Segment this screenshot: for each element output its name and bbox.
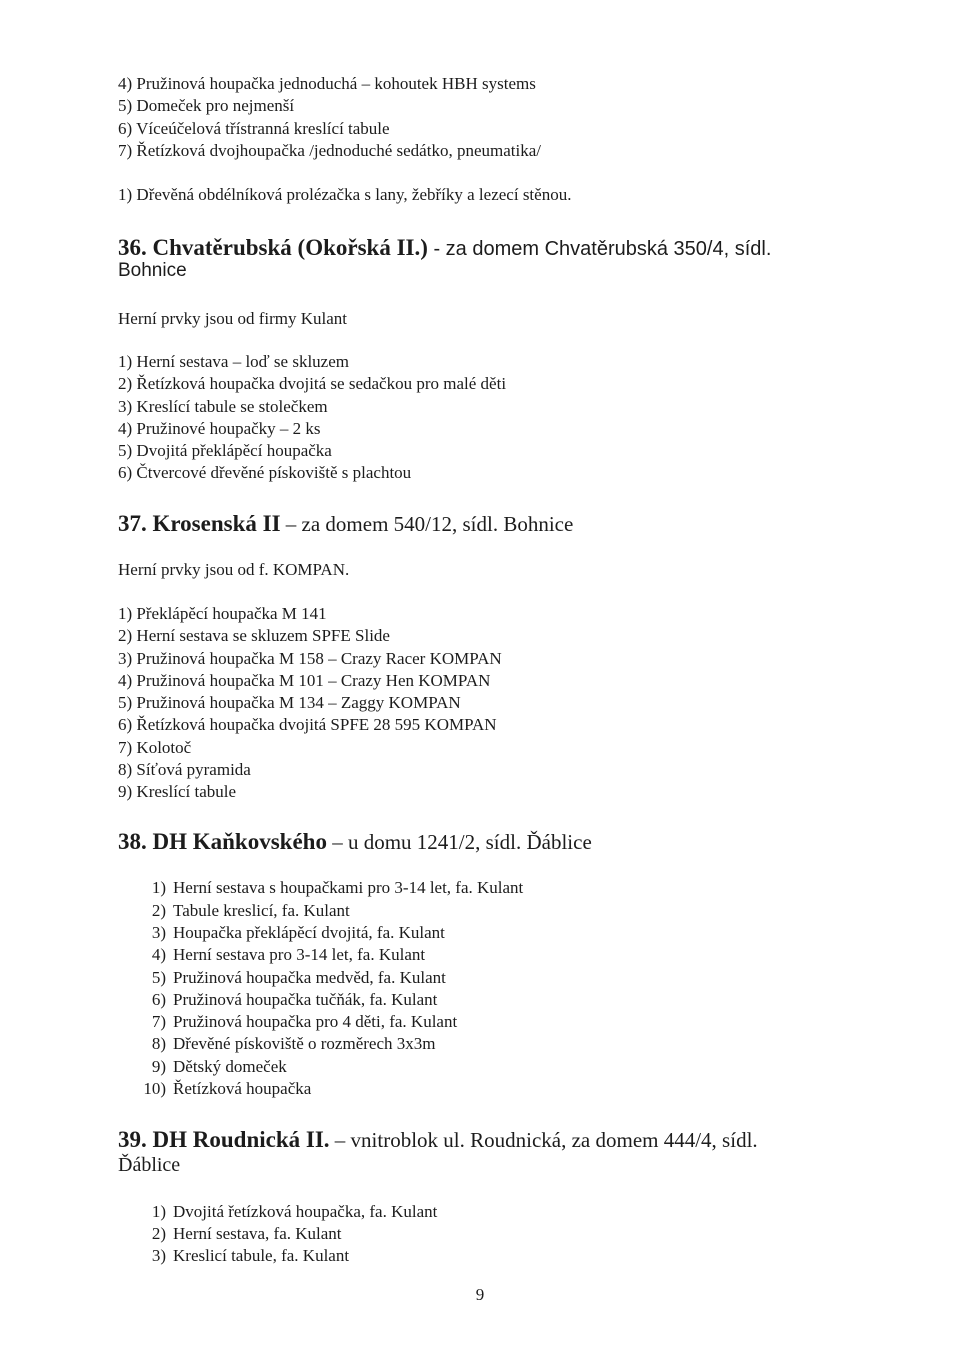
item-text: Pružinová houpačka medvěd, fa. Kulant [173,968,446,987]
section-36-location: - za domem Chvatěrubská 350/4, sídl. [427,238,772,260]
item-text: Řetízková houpačka [173,1079,312,1098]
item-number: 7) [151,1012,166,1031]
section-37-item: 4) Pružinová houpačka M 101 – Crazy Hen KOMPAN [118,671,491,690]
section-38-title: 38. DH Kaňkovského [118,829,327,854]
section-37-title: 37. Krosenská II [118,511,281,536]
section-38-item [133,944,425,966]
section-37-heading [118,510,573,538]
section-37-item: 8) Síťová pyramida [118,760,251,779]
section-38-item [133,1056,287,1078]
section-38-item [133,989,437,1011]
section-38-item [133,1078,311,1100]
item-number: 1) [151,878,166,897]
section-36-item: 6) Čtvercové dřevěné pískoviště s plachtou [118,463,412,482]
item-text: Dvojitá řetízková houpačka, fa. Kulant [173,1202,438,1221]
intro-line-4: 7) Řetízková dvojhoupačka /jednoduché sedátko, pneumatika/ [118,141,541,160]
intro-line-1: 4) Pružinová houpačka jednoduchá – kohoutek HBH systems [118,74,536,93]
section-38-item [133,922,445,944]
item-number: 5) [151,968,166,987]
section-37-item: 7) Kolotoč [118,738,192,757]
item-number: 1) [151,1202,166,1221]
section-39-location-cont: Ďáblice [118,1154,181,1176]
item-number: 3) [151,923,166,942]
item-number: 4) [151,945,166,964]
section-36-heading [118,234,771,263]
item-number: 10) [143,1079,166,1098]
intro-line-2: 5) Domeček pro nejmenší [118,96,295,115]
section-36-location-cont: Bohnice [118,260,187,281]
item-number: 8) [151,1034,166,1053]
section-37-item: 1) Překlápěcí houpačka M 141 [118,604,327,623]
section-39-title: 39. DH Roudnická II. [118,1127,330,1152]
section-37-item: 9) Kreslící tabule [118,782,237,801]
section-38-item [133,1033,435,1055]
section-39-item [133,1201,437,1223]
item-text: Herní sestava, fa. Kulant [173,1224,342,1243]
section-36-title: 36. Chvatěrubská (Okořská II.) [118,235,428,260]
section-37-location: – za domem 540/12, sídl. Bohnice [280,512,574,536]
section-38-item [133,877,523,899]
section-38-location: – u domu 1241/2, sídl. Ďáblice [326,830,592,854]
page-number: 9 [475,1285,485,1304]
item-text: Herní sestava pro 3-14 let, fa. Kulant [173,945,426,964]
section-39-item [133,1223,342,1245]
section-36-item: 1) Herní sestava – loď se skluzem [118,352,349,371]
item-number: 3) [151,1246,166,1265]
intro-line-3: 6) Víceúčelová třístranná kreslící tabule [118,119,390,138]
item-number: 2) [151,901,166,920]
item-text: Tabule kreslicí, fa. Kulant [173,901,350,920]
section-37-item: 3) Pružinová houpačka M 158 – Crazy Racer KOMPAN [118,649,502,668]
section-37-item: 2) Herní sestava se skluzem SPFE Slide [118,626,390,645]
section-36-item: 2) Řetízková houpačka dvojitá se sedačkou pro malé děti [118,374,507,393]
item-number: 6) [151,990,166,1009]
section-38-item [133,967,446,989]
intro-extra-line: 1) Dřevěná obdélníková prolézačka s lany, žebříky a lezecí stěnou. [118,185,572,204]
section-37-item: 5) Pružinová houpačka M 134 – Zaggy KOMPAN [118,693,461,712]
section-36-item: 5) Dvojitá překlápěcí houpačka [118,441,332,460]
item-number: 9) [151,1057,166,1076]
section-36-subtitle: Herní prvky jsou od firmy Kulant [118,309,347,328]
section-37-item: 6) Řetízková houpačka dvojitá SPFE 28 595 KOMPAN [118,715,497,734]
item-text: Pružinová houpačka pro 4 děti, fa. Kulant [173,1012,458,1031]
section-37-subtitle: Herní prvky jsou od f. KOMPAN. [118,560,350,579]
item-text: Houpačka překlápěcí dvojitá, fa. Kulant [173,923,445,942]
section-36-item: 4) Pružinové houpačky – 2 ks [118,419,321,438]
section-39-location: – vnitroblok ul. Roudnická, za domem 444/4, sídl. [329,1128,758,1152]
section-38-item [133,900,350,922]
section-38-item [133,1011,457,1033]
item-text: Pružinová houpačka tučňák, fa. Kulant [173,990,438,1009]
section-36-item: 3) Kreslící tabule se stolečkem [118,397,328,416]
item-text: Herní sestava s houpačkami pro 3-14 let, fa. Kulant [173,878,524,897]
item-text: Dětský domeček [173,1057,287,1076]
item-text: Kreslicí tabule, fa. Kulant [173,1246,350,1265]
section-39-item [133,1245,349,1267]
item-text: Dřevěné pískoviště o rozměrech 3x3m [173,1034,436,1053]
item-number: 2) [151,1224,166,1243]
section-38-heading [118,828,592,856]
section-39-heading [118,1126,758,1154]
